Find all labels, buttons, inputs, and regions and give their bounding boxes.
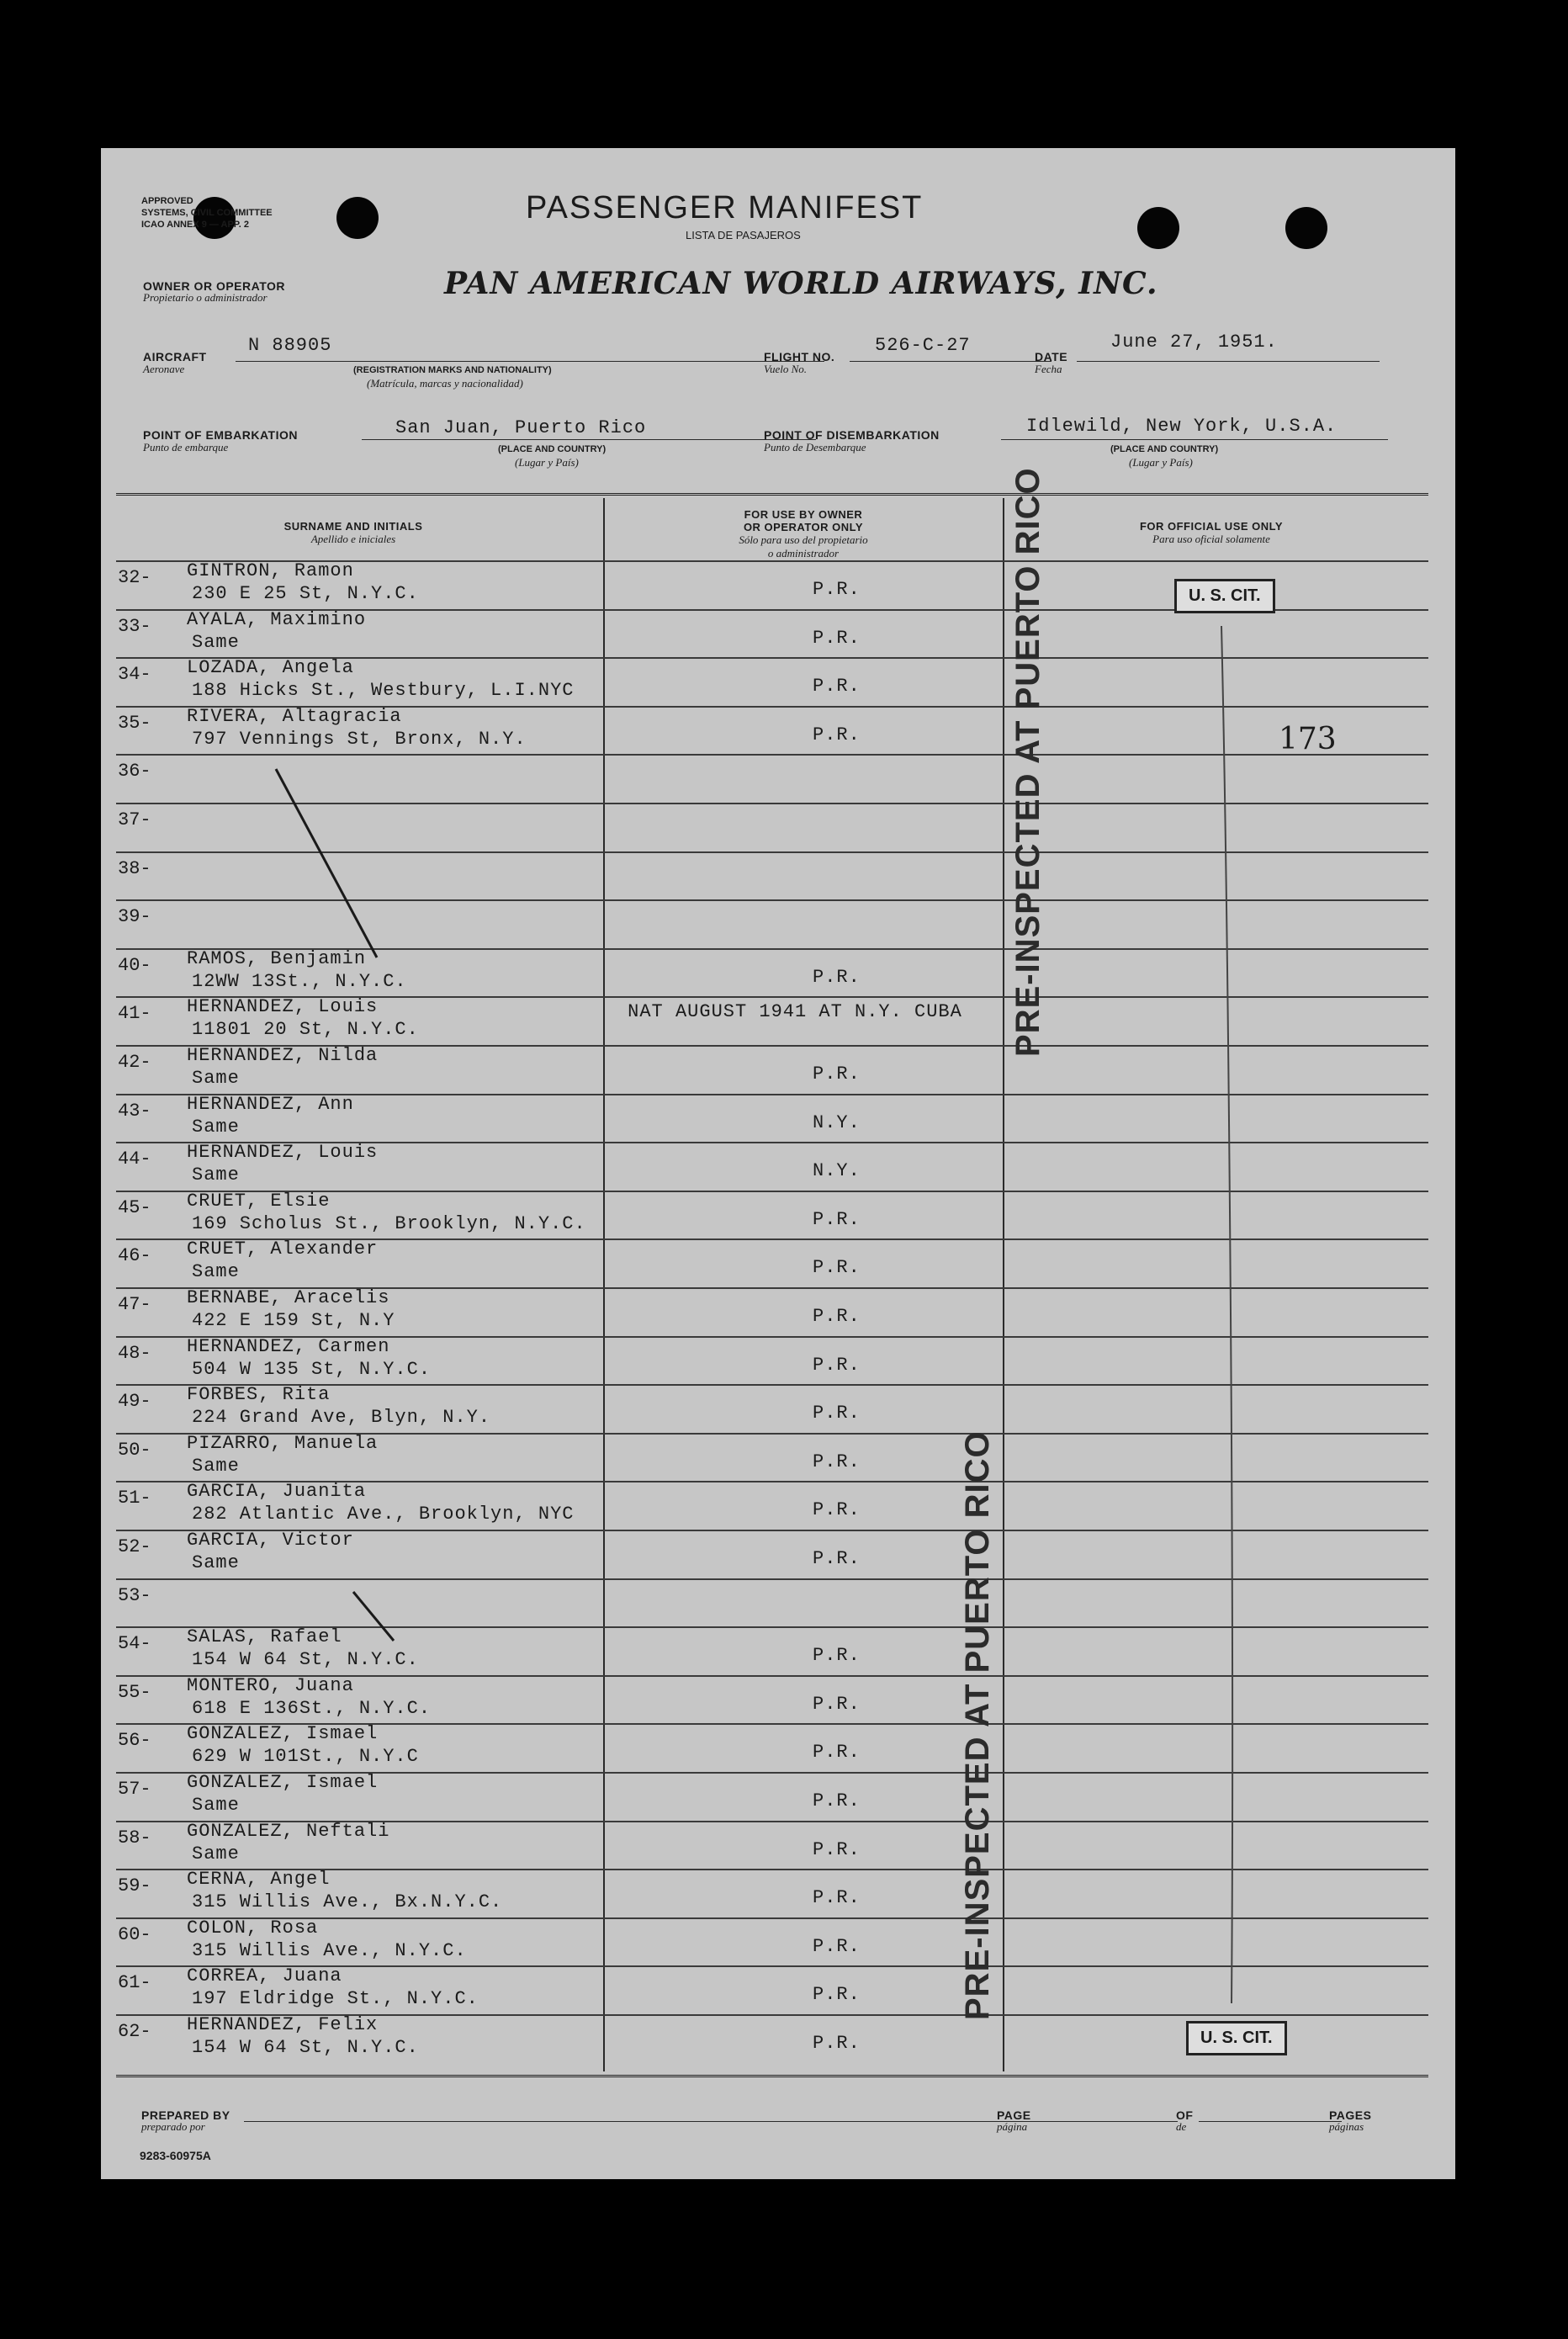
operator-header-label-es: Sólo para uso del propietario [739,533,868,546]
row-number: 34- [118,664,151,686]
registration-note: (REGISTRATION MARKS AND NATIONALITY) [353,365,552,375]
row-number: 62- [118,2021,151,2042]
approval-line: SYSTEMS, CIVIL COMMITTEE [141,208,273,218]
operator-note: P.R. [813,1887,861,1909]
row-number: 54- [118,1633,151,1655]
operator-note: P.R. [813,724,861,745]
approval-line: ICAO ANNEX 9 — APP. 2 [141,220,249,230]
flight-label-es: Vuelo No. [764,363,808,375]
passenger-address: Same [192,1552,240,1573]
passenger-name: SALAS, Rafael [187,1626,342,1648]
passenger-name: BERNABE, Aracelis [187,1287,390,1308]
passenger-name: GONZALEZ, Neftali [187,1820,390,1842]
row-number: 38- [118,857,151,879]
passenger-address: 504 W 135 St, N.Y.C. [192,1358,432,1380]
operator-note: P.R. [813,1403,861,1424]
operator-note: N.Y. [813,1160,861,1182]
date-label: DATE [1035,350,1068,363]
aircraft-label: AIRCRAFT [143,350,207,363]
row-number: 59- [118,1875,151,1897]
preinspected-stamp-top: PRE-INSPECTED AT PUERTO RICO [1009,467,1046,1057]
operator-note: P.R. [813,1257,861,1279]
passenger-name: COLON, Rosa [187,1917,319,1939]
operator-note: P.R. [813,2033,861,2054]
owner-label: OWNER OR OPERATOR [143,279,285,293]
operator-note: P.R. [813,1742,861,1764]
flight-label: FLIGHT NO. [764,350,835,363]
passenger-name: LOZADA, Angela [187,657,354,679]
manifest-page [101,148,1455,2179]
row-number: 57- [118,1779,151,1800]
passenger-address: 224 Grand Ave, Blyn, N.Y. [192,1407,491,1429]
operator-note: P.R. [813,676,861,697]
passenger-address: 230 E 25 St, N.Y.C. [192,583,419,604]
us-cit-stamp-bottom: U. S. CIT. [1186,2021,1287,2055]
passenger-name: CRUET, Alexander [187,1238,379,1260]
passenger-name: AYALA, Maximino [187,608,367,630]
embark-value: San Juan, Puerto Rico [395,417,647,438]
disembark-value: Idlewild, New York, U.S.A. [1026,416,1338,437]
owner-label-es: Propietario o administrador [143,291,268,304]
operator-note: P.R. [813,1935,861,1957]
prepared-label-es: preparado por [141,2120,205,2133]
operator-note: NAT AUGUST 1941 AT N.Y. CUBA [628,1001,962,1023]
row-number: 55- [118,1681,151,1703]
passenger-name: HERNANDEZ, Felix [187,2014,379,2035]
row-number: 35- [118,712,151,734]
passenger-address: Same [192,631,240,653]
row-number: 40- [118,954,151,976]
passenger-address: Same [192,1116,240,1138]
surname-header-label-es: Apellido e iniciales [310,533,396,545]
cancel-stroke [276,769,377,957]
operator-note: P.R. [813,1499,861,1521]
row-number: 53- [118,1584,151,1606]
disembark-label-es: Punto de Desembarque [764,441,866,453]
operator-note: P.R. [813,1354,861,1376]
page-title: PASSENGER MANIFEST [526,190,924,225]
row-number: 45- [118,1196,151,1218]
passenger-address: 188 Hicks St., Westbury, L.I.NYC [192,680,575,702]
prepared-label: PREPARED BY [141,2108,230,2122]
passenger-name: HERNANDEZ, Louis [187,1142,379,1164]
passenger-name: RIVERA, Altagracia [187,705,402,727]
aircraft-label-es: Aeronave [143,363,185,375]
row-number: 39- [118,906,151,928]
passenger-name: PIZARRO, Manuela [187,1432,379,1454]
page-label-es: página [997,2120,1028,2133]
passenger-name: GARCIA, Juanita [187,1481,367,1503]
passenger-name: GINTRON, Ramon [187,560,354,581]
preinspected-stamp-bottom: PRE-INSPECTED AT PUERTO RICO [959,1430,996,2020]
disembark-label: POINT OF DISEMBARKATION [764,428,940,442]
operator-note: P.R. [813,1063,861,1085]
operator-note: P.R. [813,1208,861,1230]
pencil-line [1221,626,1232,2003]
row-number: 58- [118,1827,151,1848]
operator-header-label-es: o administrador [767,547,840,560]
row-number: 56- [118,1730,151,1752]
row-number: 48- [118,1342,151,1364]
registration-note-es: (Matrícula, marcas y nacionalidad) [367,377,523,390]
passenger-address: Same [192,1068,240,1089]
embark-label: POINT OF EMBARKATION [143,428,298,442]
operator-note: P.R. [813,966,861,988]
of-label: OF [1176,2108,1194,2122]
passenger-name: CERNA, Angel [187,1869,331,1891]
row-number: 41- [118,1003,151,1025]
passenger-address: 154 W 64 St, N.Y.C. [192,1649,419,1671]
prepared-underline [244,2121,1068,2122]
form-number: 9283-60975A [140,2149,211,2162]
place-note-es: (Lugar y País) [1129,456,1193,469]
operator-note: P.R. [813,1693,861,1715]
cancel-strokes [101,148,1455,2179]
passenger-address: 422 E 159 St, N.Y [192,1310,395,1331]
pages-label: PAGES [1329,2108,1372,2122]
operator-note: P.R. [813,1790,861,1811]
passenger-name: HERNANDEZ, Louis [187,996,379,1018]
passenger-name: FORBES, Rita [187,1384,331,1406]
operator-header-label: FOR USE BY OWNER [744,508,863,521]
place-note: (PLACE AND COUNTRY) [1110,444,1219,454]
operator-note: N.Y. [813,1111,861,1133]
row-number: 47- [118,1294,151,1315]
operator-note: P.R. [813,1984,861,2006]
passenger-address: Same [192,1843,240,1864]
handwritten-number: 173 [1279,722,1337,756]
row-number: 42- [118,1052,151,1073]
row-number: 49- [118,1391,151,1413]
passenger-address: 154 W 64 St, N.Y.C. [192,2037,419,2058]
official-header-label-es: Para uso oficial solamente [1152,533,1270,545]
aircraft-value: N 88905 [248,335,332,356]
date-label-es: Fecha [1035,363,1062,375]
passenger-name: GONZALEZ, Ismael [187,1772,379,1793]
of-underline [1199,2121,1342,2122]
row-number: 36- [118,761,151,782]
place-note: (PLACE AND COUNTRY) [498,444,607,454]
passenger-address: 197 Eldridge St., N.Y.C. [192,1988,479,2010]
passenger-name: HERNANDEZ, Carmen [187,1335,390,1357]
us-cit-stamp-top: U. S. CIT. [1174,579,1275,613]
operator-note: P.R. [813,627,861,649]
operator-note: P.R. [813,1548,861,1569]
passenger-address: Same [192,1164,240,1186]
row-number: 61- [118,1972,151,1994]
passenger-address: 282 Atlantic Ave., Brooklyn, NYC [192,1504,575,1525]
operator-note: P.R. [813,1306,861,1327]
passenger-name: HERNANDEZ, Ann [187,1093,354,1115]
passenger-address: Same [192,1795,240,1816]
page-subtitle: LISTA DE PASAJEROS [686,229,801,241]
row-number: 51- [118,1488,151,1509]
operator-note: P.R. [813,1645,861,1667]
passenger-address: 11801 20 St, N.Y.C. [192,1019,419,1041]
passenger-address: 629 W 101St., N.Y.C [192,1746,419,1768]
owner-value: PAN AMERICAN WORLD AIRWAYS, INC. [444,266,1158,301]
row-number: 37- [118,809,151,830]
passenger-name: MONTERO, Juana [187,1674,354,1696]
flight-value: 526-C-27 [875,335,971,356]
passenger-address: 12WW 13St., N.Y.C. [192,970,407,992]
passenger-address: 315 Willis Ave., N.Y.C. [192,1939,467,1961]
row-number: 46- [118,1245,151,1267]
of-label-es: de [1176,2120,1187,2133]
passenger-name: CORREA, Juana [187,1965,342,1987]
date-value: June 27, 1951. [1110,331,1278,353]
operator-note: P.R. [813,579,861,600]
passenger-address: 618 E 136St., N.Y.C. [192,1697,432,1719]
approval-line: APPROVED [141,196,193,206]
passenger-name: HERNANDEZ, Nilda [187,1045,379,1066]
passenger-address: Same [192,1455,240,1477]
operator-note: P.R. [813,1451,861,1472]
page-label: PAGE [997,2108,1031,2122]
place-note-es: (Lugar y País) [515,456,579,469]
pages-label-es: páginas [1329,2120,1364,2133]
embark-label-es: Punto de embarque [143,441,229,453]
passenger-address: 315 Willis Ave., Bx.N.Y.C. [192,1891,503,1913]
passenger-name: CRUET, Elsie [187,1190,331,1212]
surname-header-label: SURNAME AND INITIALS [283,520,423,533]
passenger-address: Same [192,1261,240,1283]
passenger-name: RAMOS, Benjamin [187,947,367,969]
official-header-label: FOR OFFICIAL USE ONLY [1139,520,1284,533]
passenger-address: 797 Vennings St, Bronx, N.Y. [192,728,527,750]
row-number: 44- [118,1148,151,1170]
table-bottom-rule [116,2075,1428,2081]
row-number: 33- [118,615,151,637]
row-number: 43- [118,1100,151,1122]
passenger-name: GARCIA, Victor [187,1530,354,1551]
row-number: 50- [118,1439,151,1461]
cancel-stroke [353,1592,394,1641]
passenger-address: 169 Scholus St., Brooklyn, N.Y.C. [192,1212,586,1234]
row-number: 60- [118,1923,151,1945]
row-number: 52- [118,1536,151,1557]
row-number: 32- [118,567,151,588]
passenger-name: GONZALEZ, Ismael [187,1723,379,1745]
page-underline [1035,2121,1178,2122]
operator-header-label: OR OPERATOR ONLY [743,521,864,533]
operator-note: P.R. [813,1838,861,1860]
